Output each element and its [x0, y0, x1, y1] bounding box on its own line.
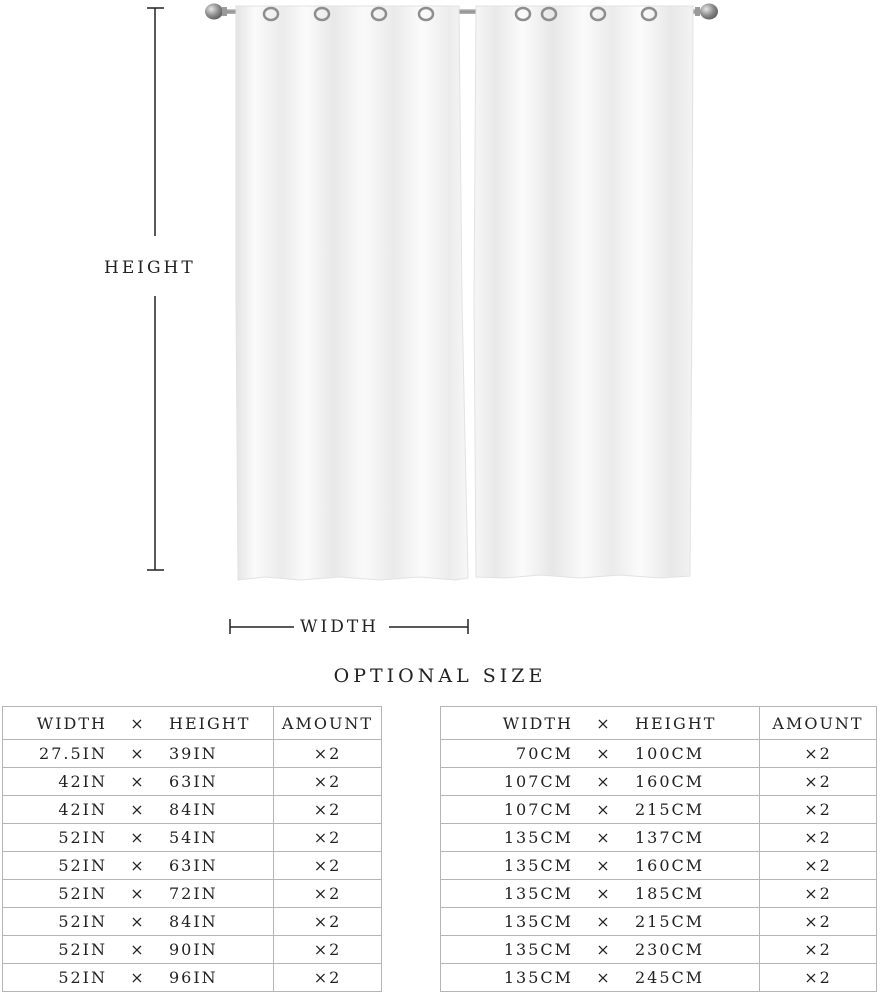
dimensions-cell — [441, 880, 760, 908]
dimensions-cell — [441, 852, 760, 880]
table-row — [441, 880, 877, 908]
width-value: 70CM — [516, 744, 573, 763]
dimensions-cell — [441, 908, 760, 936]
table-row — [441, 768, 877, 796]
times-sign: × — [130, 828, 146, 847]
amount-value: ×2 — [274, 824, 382, 852]
amount-value: ×2 — [274, 908, 382, 936]
amount-value: ×2 — [274, 796, 382, 824]
width-value: 52IN — [58, 940, 107, 959]
height-value: 63IN — [169, 856, 218, 875]
amount-value: ×2 — [760, 768, 877, 796]
amount-value: ×2 — [760, 964, 877, 992]
width-value: 135CM — [503, 856, 573, 875]
amount-value: ×2 — [760, 824, 877, 852]
times-header: × — [130, 713, 146, 733]
height-value: 90IN — [169, 940, 218, 959]
height-value: 185CM — [635, 884, 705, 903]
table-row — [441, 852, 877, 880]
table-row — [441, 824, 877, 852]
table-row — [3, 880, 382, 908]
height-value: 39IN — [169, 744, 218, 763]
curtain-panel-right — [474, 6, 693, 578]
width-value: 135CM — [503, 940, 573, 959]
height-header: HEIGHT — [169, 713, 251, 733]
dimensions-header — [3, 707, 274, 740]
dimensions-cell — [3, 936, 274, 964]
width-value: 135CM — [503, 968, 573, 987]
height-value: 96IN — [169, 968, 218, 987]
amount-header: AMOUNT — [274, 707, 382, 740]
amount-value: ×2 — [274, 852, 382, 880]
times-sign: × — [596, 856, 612, 875]
table-header-row — [441, 707, 877, 740]
dimensions-cell — [3, 964, 274, 992]
dimensions-cell — [3, 796, 274, 824]
times-header: × — [596, 713, 612, 733]
width-value: 135CM — [503, 828, 573, 847]
table-row — [3, 852, 382, 880]
height-value: 72IN — [169, 884, 218, 903]
amount-value: ×2 — [274, 880, 382, 908]
amount-value: ×2 — [760, 852, 877, 880]
height-value: 137CM — [635, 828, 705, 847]
height-dimension-line — [147, 8, 164, 570]
width-value: 135CM — [503, 884, 573, 903]
curtain-panel-left — [236, 6, 468, 580]
dimensions-cell — [441, 740, 760, 768]
table-row — [3, 964, 382, 992]
dimensions-header — [441, 707, 760, 740]
times-sign: × — [130, 968, 146, 987]
amount-header: AMOUNT — [760, 707, 877, 740]
height-value: 160CM — [635, 772, 705, 791]
dimensions-cell — [3, 768, 274, 796]
times-sign: × — [596, 772, 612, 791]
height-label: HEIGHT — [104, 258, 196, 278]
dimensions-cell — [3, 880, 274, 908]
times-sign: × — [596, 800, 612, 819]
times-sign: × — [130, 940, 146, 959]
table-row — [441, 740, 877, 768]
amount-value: ×2 — [760, 936, 877, 964]
width-value: 52IN — [58, 856, 107, 875]
amount-value: ×2 — [274, 768, 382, 796]
times-sign: × — [596, 968, 612, 987]
amount-value: ×2 — [760, 880, 877, 908]
width-label: WIDTH — [297, 617, 382, 637]
height-value: 100CM — [635, 744, 705, 763]
height-value: 84IN — [169, 800, 218, 819]
amount-value: ×2 — [274, 740, 382, 768]
height-value: 230CM — [635, 940, 705, 959]
times-sign: × — [130, 744, 146, 763]
rod-finial-right-icon — [700, 4, 718, 20]
height-value: 54IN — [169, 828, 218, 847]
amount-value: ×2 — [760, 908, 877, 936]
times-sign: × — [130, 772, 146, 791]
height-value: 63IN — [169, 772, 218, 791]
width-value: 135CM — [503, 912, 573, 931]
dimensions-cell — [441, 824, 760, 852]
amount-value: ×2 — [760, 740, 877, 768]
size-table-centimeters — [440, 706, 877, 992]
table-header-row — [3, 707, 382, 740]
width-value: 42IN — [58, 772, 107, 791]
width-value: 42IN — [58, 800, 107, 819]
dimensions-cell — [3, 824, 274, 852]
width-value: 52IN — [58, 968, 107, 987]
dimensions-cell — [441, 936, 760, 964]
amount-value: ×2 — [274, 964, 382, 992]
dimensions-cell — [3, 740, 274, 768]
section-title: OPTIONAL SIZE — [333, 665, 547, 687]
dimensions-cell — [3, 852, 274, 880]
height-value: 84IN — [169, 912, 218, 931]
amount-value: ×2 — [760, 796, 877, 824]
table-row — [441, 796, 877, 824]
height-value: 160CM — [635, 856, 705, 875]
table-row — [3, 824, 382, 852]
times-sign: × — [596, 940, 612, 959]
times-sign: × — [130, 856, 146, 875]
rod-finial-left-icon — [205, 4, 223, 20]
table-row — [441, 936, 877, 964]
dimensions-cell — [3, 908, 274, 936]
table-row — [441, 908, 877, 936]
height-value: 215CM — [635, 800, 705, 819]
height-value: 245CM — [635, 968, 705, 987]
width-header: WIDTH — [502, 713, 573, 733]
times-sign: × — [596, 744, 612, 763]
width-value: 107CM — [503, 772, 573, 791]
times-sign: × — [596, 828, 612, 847]
width-value: 107CM — [503, 800, 573, 819]
times-sign: × — [596, 884, 612, 903]
width-value: 27.5IN — [39, 744, 107, 763]
dimensions-cell — [441, 964, 760, 992]
table-row — [3, 908, 382, 936]
width-header: WIDTH — [36, 713, 107, 733]
table-row — [3, 796, 382, 824]
height-value: 215CM — [635, 912, 705, 931]
table-row — [3, 768, 382, 796]
size-table-inches — [2, 706, 382, 992]
width-value: 52IN — [58, 828, 107, 847]
times-sign: × — [130, 884, 146, 903]
table-row — [3, 936, 382, 964]
width-value: 52IN — [58, 912, 107, 931]
height-header: HEIGHT — [635, 713, 717, 733]
table-row — [3, 740, 382, 768]
dimensions-cell — [441, 796, 760, 824]
times-sign: × — [130, 800, 146, 819]
times-sign: × — [596, 912, 612, 931]
width-value: 52IN — [58, 884, 107, 903]
amount-value: ×2 — [274, 936, 382, 964]
times-sign: × — [130, 912, 146, 931]
dimensions-cell — [441, 768, 760, 796]
table-row — [441, 964, 877, 992]
